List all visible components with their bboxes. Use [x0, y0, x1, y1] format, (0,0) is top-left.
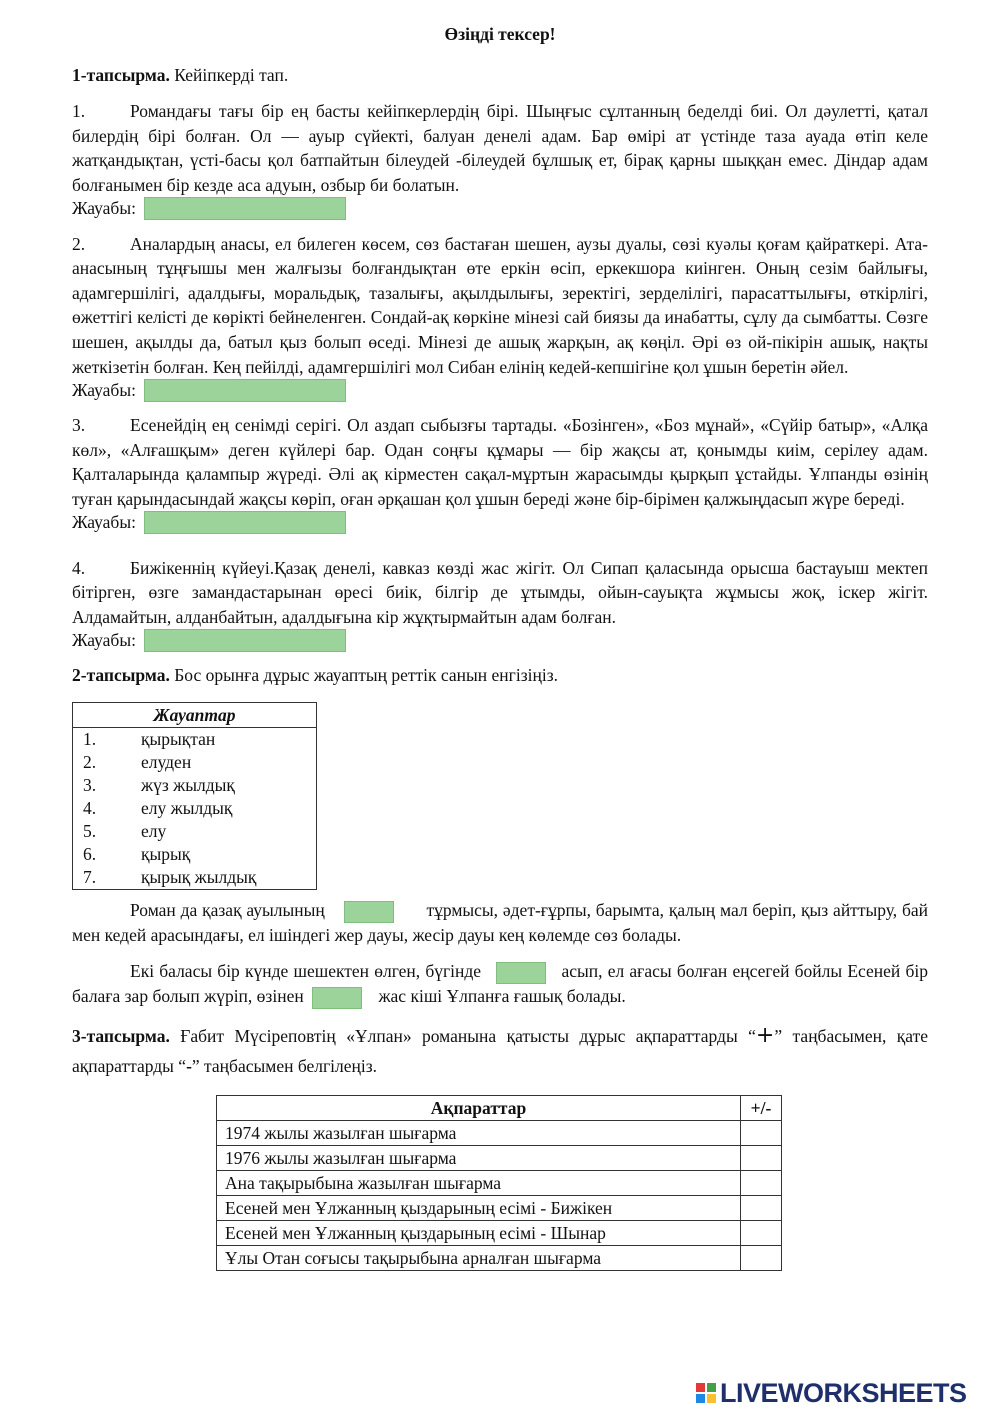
logo-square-blue [696, 1394, 705, 1403]
pm-input-cell[interactable] [741, 1121, 782, 1146]
liveworksheets-logo [696, 1376, 967, 1410]
fill-input-1[interactable] [344, 901, 394, 923]
logo-square-green [707, 1383, 716, 1392]
info-cell: Есеней мен Ұлжанның қыздарының есімі - Бижікен [217, 1196, 741, 1221]
answer-input-2[interactable] [144, 379, 346, 402]
fill-paragraph-2 [72, 959, 928, 1009]
answer-label: Жауабы: [72, 379, 136, 400]
answer-label: Жауабы: [72, 512, 136, 533]
pm-input-cell[interactable] [741, 1171, 782, 1196]
table-row [73, 820, 317, 843]
logo-text: LIVEWORKSHEETS [720, 1377, 967, 1408]
table-row [217, 1171, 782, 1196]
table-row [73, 797, 317, 820]
answer-input-3[interactable] [144, 511, 346, 534]
task1-heading [72, 63, 928, 88]
answer-label: Жауабы: [72, 198, 136, 219]
option-number: 1. [83, 728, 97, 749]
pm-input-cell[interactable] [741, 1196, 782, 1221]
pm-column-header: +/- [741, 1096, 782, 1121]
answer-line [72, 627, 928, 653]
answer-line [72, 510, 928, 536]
fill-input-3[interactable] [312, 987, 362, 1009]
fill-text: Екі баласы бір күнде шешектен өлген, бүгінде [130, 961, 482, 982]
table-row [73, 866, 317, 890]
option-text: қырық жылдық [141, 866, 257, 887]
table-row [73, 774, 317, 797]
info-cell: Ана тақырыбына жазылған шығарма [217, 1171, 741, 1196]
task1-item-1 [72, 99, 928, 221]
fill-text: Роман да қазақ ауылының [130, 899, 325, 920]
task3-heading [72, 1021, 928, 1081]
fill-text: тұрмысы, әдет-ғұрпы, барымта, қалың мал беріп, қыз айттыру, бай мен кедей арасындағы, ел ішіндегі жер дауы, жесір дауы кең көлемде сөз болады. [72, 899, 928, 945]
answer-line [72, 377, 928, 403]
option-text: елу жылдық [141, 797, 233, 818]
table-row [217, 1196, 782, 1221]
option-text: қырық [141, 843, 191, 864]
option-number: 6. [83, 843, 97, 864]
fill-text: асып, ел ағасы болған еңсегей бойлы Есеней бір балаға зар болып жүріп, өзінен [72, 961, 928, 1007]
answer-label: Жауабы: [72, 629, 136, 650]
worksheet-page [72, 22, 928, 1271]
fill-paragraph-1 [72, 898, 928, 948]
item-text: Романдағы тағы бір ең басты кейіпкерлердің бірі. Шыңғыс сұлтанның беделді биі. Ол дәулетті, қатал билердің бірі болған. Ол — ауыр сүйекті, балуан денелі адам. Бар өмірі ат үстінде таза ауада өтіп келе жатқандықтан, үсті-басы қол батпайтын білеудей -білеудей бұлшық ет, бірақ қарны шыққан емес. Діндар адам болғанымен бір кезде аса адуын, озбыр би болатын. [72, 101, 928, 195]
option-number: 5. [83, 820, 97, 841]
info-cell: 1976 жылы жазылған шығарма [217, 1146, 741, 1171]
option-text: елуден [141, 751, 192, 772]
option-text: елу [141, 820, 167, 841]
answer-input-4[interactable] [144, 629, 346, 652]
task1-label: 1-тапсырма. [72, 64, 170, 85]
answers-table-header: Жауаптар [73, 702, 317, 727]
option-text: қырықтан [141, 728, 216, 749]
task2-instruction: Бос орынға дұрыс жауаптың реттік санын енгізіңіз. [174, 665, 558, 686]
option-text: жүз жылдық [141, 774, 235, 795]
task3-text: ” таңбасымен, қате ақпараттарды “ [72, 1026, 928, 1077]
task1-item-2 [72, 232, 928, 404]
page-title: Өзіңді тексер! [444, 24, 556, 44]
answers-table [72, 702, 317, 890]
info-cell: Есеней мен Ұлжанның қыздарының есімі - Шынар [217, 1221, 741, 1246]
answer-input-1[interactable] [144, 197, 346, 220]
logo-square-red [696, 1383, 705, 1392]
pm-input-cell[interactable] [741, 1246, 782, 1271]
item-number: 1. [72, 101, 86, 122]
table-row [217, 1221, 782, 1246]
item-number: 2. [72, 233, 86, 254]
table-row [217, 1246, 782, 1271]
task1-item-4 [72, 556, 928, 654]
logo-mark-icon [696, 1383, 716, 1403]
info-column-header: Ақпараттар [217, 1096, 741, 1121]
task2-heading [72, 663, 928, 688]
minus-sign: - [186, 1056, 192, 1077]
task3-text: ” таңбасымен белгілеңіз. [191, 1056, 378, 1077]
item-text: Бижікеннің күйеуі.Қазақ денелі, кавказ көзді жас жігіт. Ол Сипап қаласында орысша бастауыш мектеп бітірген, өзге замандастарынан өресі биік, білгір де ұтымды, ойын-сауықта жұмысы жоқ, іскер жігіт. Алдамайтын, алданбайтын, адалдығына кір жұқтырмайтын адам болған. [72, 557, 928, 627]
pm-input-cell[interactable] [741, 1146, 782, 1171]
table-row [73, 843, 317, 866]
item-number: 4. [72, 557, 86, 578]
fill-input-2[interactable] [496, 962, 546, 984]
answer-line [72, 196, 928, 222]
info-cell: Ұлы Отан соғысы тақырыбына арналған шығарма [217, 1246, 741, 1271]
task3-label: 3-тапсырма. [72, 1026, 170, 1047]
item-text: Есенейдің ең сенімді серігі. Ол аздап сыбызғы тартады. «Бозінген», «Боз мұнай», «Сүйір батыр», «Алқа көл», «Алғашқым» деген күйлері бар. Одан соңғы құмары — бір жақсы ат, қонымды киім, серілеу адам. Қалталарында қалампыр жүреді. Әлі ақ кірместен сақал-мұртын жарасымды қырқып ұстайды. Ұлпанды өзінің туған қарындасындай жақсы көріп, оған әрқашан қол ұшын береді және бір-бірімен қалжыңдасып жүре береді. [72, 415, 928, 509]
logo-square-yellow [707, 1394, 716, 1403]
table-row [217, 1146, 782, 1171]
pm-input-cell[interactable] [741, 1221, 782, 1246]
task1-instruction: Кейіпкерді тап. [174, 64, 289, 85]
info-cell: 1974 жылы жазылған шығарма [217, 1121, 741, 1146]
table-row [73, 727, 317, 751]
item-number: 3. [72, 415, 86, 436]
option-number: 3. [83, 774, 97, 795]
item-text: Аналардың анасы, ел билеген көсем, сөз бастаған шешен, аузы дуалы, сөзі куәлы қоғам қайраткері. Ата-анасының тұңғышы мен жалғызы болғандықтан өте еркін өсіп, еркекшора киінген. Оның сезім байлығы, адамгершілігі, адалдығы, моральдық, тазалығы, ақылдылығы, зеректігі, зерделілігі, парасаттылығы, өткірлігі, өжеттігі келісті де көрікті бейнеленген. Сондай-ақ көркіне мінезі сай биязы да инабатты, сұлу да сымбатты. Сөзге шешен, ақылды да, батыл қыз болып өседі. Мінезі де ашық жарқын, ақ көңіл. Әрі өз ой-пікірін ашық, нақты жеткізетін болған. Кең пейілді, адамгершілігі мол Сибан елінің кедей-кепшігіне қол ұшын беретін әйел. [72, 233, 928, 377]
info-table [216, 1095, 782, 1271]
plus-sign: + [755, 1023, 775, 1049]
option-number: 7. [83, 866, 97, 887]
option-number: 2. [83, 751, 97, 772]
table-row [217, 1121, 782, 1146]
task2-label: 2-тапсырма. [72, 665, 170, 686]
task1-item-3 [72, 413, 928, 535]
task3-text: Ғабит Мүсіреповтің «Ұлпан» романына қатысты дұрыс ақпараттарды “ [180, 1026, 756, 1047]
table-row [73, 751, 317, 774]
fill-text: жас кіші Ұлпанға ғашық болады. [378, 986, 626, 1007]
option-number: 4. [83, 797, 97, 818]
